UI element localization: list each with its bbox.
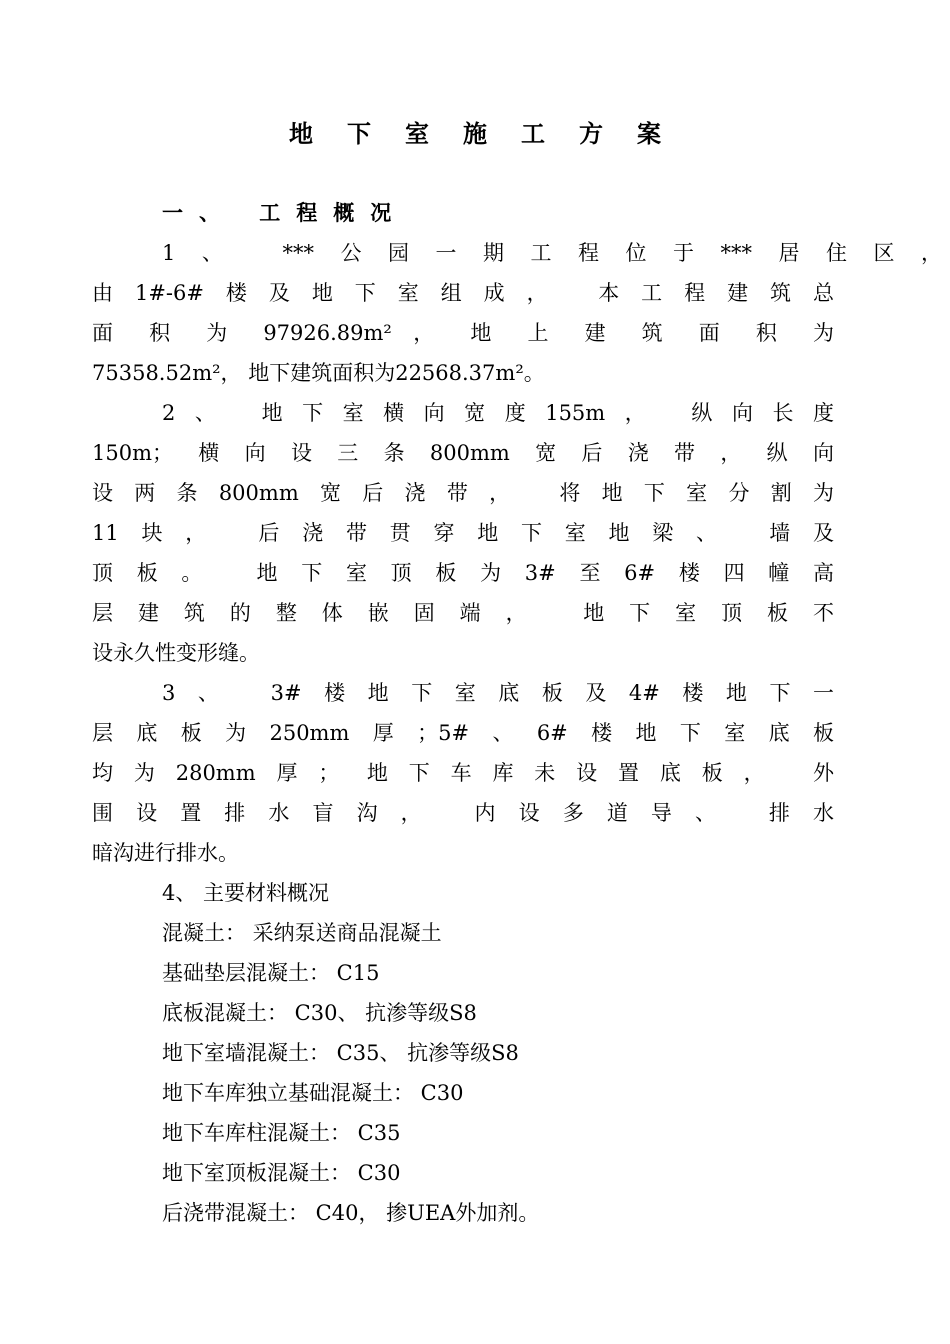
material-line: 底板混凝土： C30、 抗渗等级S8 <box>162 1001 477 1025</box>
material-line: 地下车库柱混凝土： C35 <box>162 1121 401 1145</box>
paragraph-line: 暗沟进行排水。 <box>92 841 239 865</box>
document-body <box>92 193 942 1233</box>
section-heading: 一、 工程概况 <box>162 200 408 225</box>
page-title: 地下室施工方案 <box>289 119 695 148</box>
paragraph-line: 设永久性变形缝。 <box>92 641 260 665</box>
material-line: 基础垫层混凝土： C15 <box>162 961 380 985</box>
material-line: 地下室顶板混凝土： C30 <box>162 1161 401 1185</box>
paragraph-line: 11块， 后浇带贯穿地下室地梁、 墙及 <box>92 521 834 545</box>
paragraph-line: 面 积 为 97926.89m² ， 地 上 建 筑 面 积 为 <box>92 321 834 345</box>
paragraph-line: 设两条800mm宽后浇带， 将地下室分割为 <box>92 481 834 505</box>
paragraph-line: 层建筑的整体嵌固端， 地下室顶板不 <box>92 601 834 625</box>
paragraph-line: 3、 3#楼地下室底板及4#楼地下一 <box>162 681 834 705</box>
paragraph-line: 2、 地下室横向宽度155m， 纵向长度 <box>162 401 834 425</box>
material-line: 地下车库独立基础混凝土： C30 <box>162 1081 464 1105</box>
paragraph-line: 围设置排水盲沟， 内设多道导、 排水 <box>92 801 834 825</box>
paragraph-line: 顶板。 地下室顶板为3#至6#楼四幢高 <box>92 561 834 585</box>
paragraph-line: 75358.52m²， 地下建筑面积为22568.37m²。 <box>92 361 545 385</box>
material-line: 后浇带混凝土： C40， 掺UEA外加剂。 <box>162 1201 540 1225</box>
paragraph-line: 层底板为250mm厚；5#、6#楼地下室底板 <box>92 721 834 745</box>
paragraph-line: 1、 ***公园一期工程位于***居住区， <box>162 241 942 265</box>
paragraph-line: 150m；横向设三条800mm宽后浇带，纵向 <box>92 441 834 465</box>
material-line: 混凝土： 采纳泵送商品混凝土 <box>162 921 442 945</box>
paragraph-line: 均为280mm厚； 地下车库未设置底板， 外 <box>92 761 834 785</box>
subheading-line: 4、 主要材料概况 <box>162 881 330 905</box>
paragraph-line: 由1#-6#楼及地下室组成， 本工程建筑总 <box>92 281 834 305</box>
material-line: 地下室墙混凝土： C35、 抗渗等级S8 <box>162 1041 519 1065</box>
